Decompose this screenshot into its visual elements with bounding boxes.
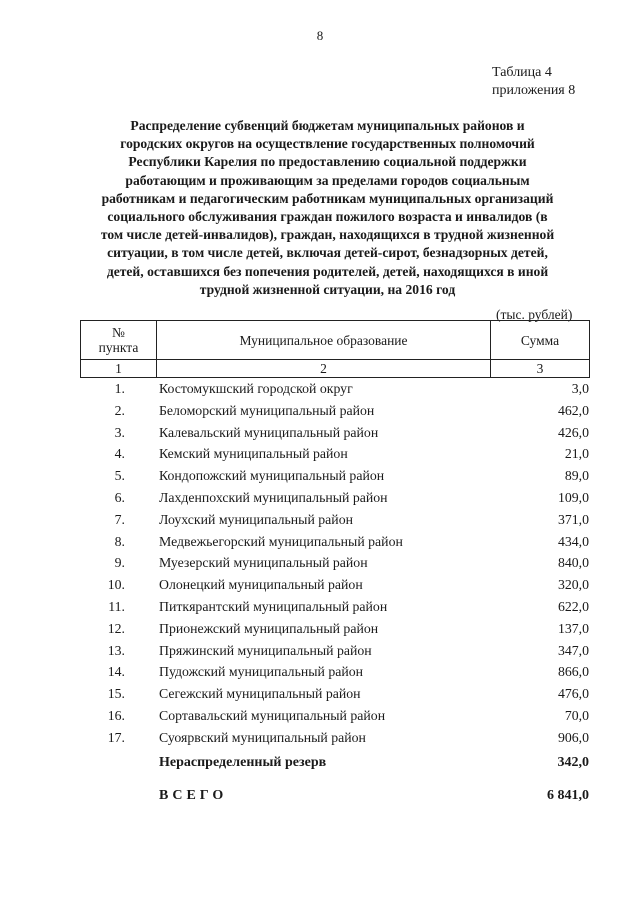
table-row <box>0 531 640 553</box>
table-row <box>0 400 640 422</box>
table-row <box>0 618 640 640</box>
row-number: 14. <box>107 664 125 680</box>
row-number: 16. <box>107 707 125 723</box>
row-municipality: Муезерский муниципальный район <box>159 555 368 571</box>
row-number: 9. <box>114 555 125 571</box>
row-amount: 347,0 <box>557 642 589 658</box>
total-label: ВСЕГО <box>159 788 228 803</box>
table-row <box>0 661 640 683</box>
row-municipality: Костомукшский городской округ <box>159 381 353 396</box>
row-municipality: Сортавальский муниципальный район <box>159 707 386 723</box>
row-number: 6. <box>114 489 125 505</box>
row-number: 10. <box>107 577 125 593</box>
table-label-line2: приложения 8 <box>492 83 576 98</box>
table-row <box>0 640 640 662</box>
row-municipality: Кондопожский муниципальный район <box>159 468 385 484</box>
row-number: 13. <box>107 642 125 658</box>
row-municipality: Калевальский муниципальный район <box>159 424 379 440</box>
table-label-line1: Таблица 4 <box>492 65 552 80</box>
row-number: 4. <box>114 446 125 462</box>
page-number: 8 <box>316 28 324 43</box>
row-number: 12. <box>107 620 125 636</box>
row-municipality: Питкярантский муниципальный район <box>159 598 388 614</box>
table-row <box>0 465 640 487</box>
header-col-municipality: Муниципальное образование <box>157 321 491 360</box>
row-municipality: Беломорский муниципальный район <box>159 402 375 418</box>
header-col-amount: Сумма <box>491 321 590 360</box>
document-title: Распределение субвенций бюджетам муниципальных районов и городских округов на осуществление государственных полномочий Республики Карелия по предоставлению социальной поддержки работающим и проживающим за пределами городов социальным работникам и педагогическим работникам муниципальных организаций социального обслуживания граждан пожилого возраста и инвалидов (в том числе детей-инвалидов), граждан, находящихся в трудной жизненной ситуации, в том числе детей, включая детей-сирот, безнадзорных детей, детей, оставшихся без попечения родителей, детей, находящихся в иной трудной жизненной ситуации, на 2016 год <box>100 118 555 297</box>
table-row <box>0 705 640 727</box>
table-row <box>0 509 640 531</box>
row-number: 7. <box>114 511 125 527</box>
row-amount: 89,0 <box>564 468 589 484</box>
total-amount: 6 841,0 <box>547 788 589 803</box>
row-amount: 434,0 <box>557 533 589 549</box>
table-header <box>80 320 590 378</box>
units-note: (тыс. рублей) <box>496 307 573 322</box>
row-amount: 476,0 <box>557 686 589 702</box>
row-number: 8. <box>114 533 125 549</box>
table-body <box>0 378 640 749</box>
table-row <box>0 443 640 465</box>
table-row <box>0 683 640 705</box>
row-number: 15. <box>107 686 125 702</box>
header-col-number-line2: пункта <box>98 340 139 355</box>
row-amount: 840,0 <box>557 555 589 571</box>
row-number: 2. <box>114 402 125 418</box>
row-amount: 426,0 <box>557 424 589 440</box>
row-municipality: Пудожский муниципальный район <box>159 664 364 680</box>
row-municipality: Кемский муниципальный район <box>159 446 348 462</box>
header-colnum-2: 2 <box>157 360 491 378</box>
row-number: 3. <box>114 424 125 440</box>
row-amount: 70,0 <box>564 707 589 723</box>
row-municipality: Медвежьегорский муниципальный район <box>159 533 403 549</box>
row-municipality: Олонецкий муниципальный район <box>159 577 363 593</box>
row-amount: 462,0 <box>557 402 589 418</box>
table-row <box>0 552 640 574</box>
table-row <box>0 574 640 596</box>
table-row <box>0 596 640 618</box>
table-row <box>0 422 640 444</box>
row-number: 1. <box>114 381 125 396</box>
total-row <box>0 785 640 807</box>
row-municipality: Прионежский муниципальный район <box>159 620 379 636</box>
reserve-row <box>0 752 640 774</box>
row-amount: 109,0 <box>557 489 589 505</box>
header-colnum-1: 1 <box>81 360 157 378</box>
header-col-number-line1: № <box>112 325 125 340</box>
table-label <box>492 64 575 100</box>
reserve-amount: 342,0 <box>557 755 589 770</box>
row-amount: 622,0 <box>557 598 589 614</box>
row-amount: 21,0 <box>564 446 589 462</box>
header-colnum-3: 3 <box>491 360 590 378</box>
row-municipality: Лахденпохский муниципальный район <box>159 489 388 505</box>
row-number: 11. <box>108 598 125 614</box>
row-amount: 3,0 <box>571 381 589 396</box>
table-row <box>0 378 640 400</box>
row-municipality: Пряжинский муниципальный район <box>159 642 372 658</box>
row-amount: 320,0 <box>557 577 589 593</box>
row-number: 17. <box>107 729 125 745</box>
row-number: 5. <box>114 468 125 484</box>
table-row <box>0 727 640 749</box>
table-row <box>0 487 640 509</box>
row-amount: 906,0 <box>557 729 589 745</box>
header-col-number <box>81 321 157 360</box>
row-municipality: Суоярвский муниципальный район <box>159 729 366 745</box>
row-municipality: Сегежский муниципальный район <box>159 686 361 702</box>
row-amount: 866,0 <box>557 664 589 680</box>
row-municipality: Лоухский муниципальный район <box>159 511 353 527</box>
reserve-label: Нераспределенный резерв <box>159 755 327 770</box>
row-amount: 137,0 <box>557 620 589 636</box>
row-amount: 371,0 <box>557 511 589 527</box>
